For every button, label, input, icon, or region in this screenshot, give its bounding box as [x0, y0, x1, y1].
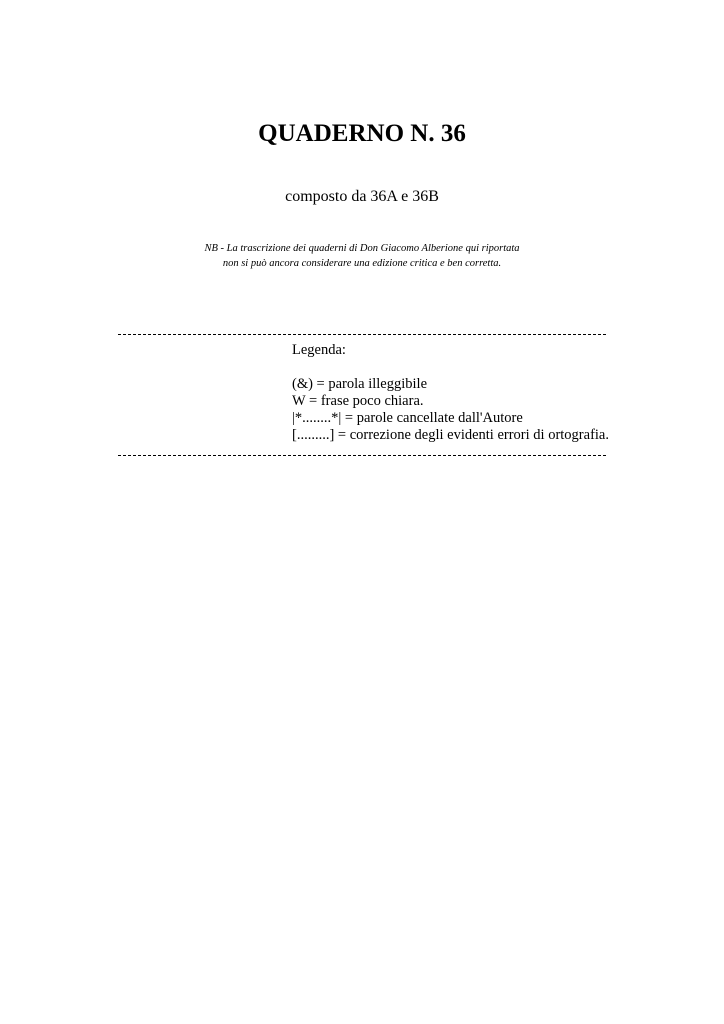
legend-entry-deleted: |*........*| = parole cancellate dall'Autore [292, 410, 523, 426]
note-line-1: NB - La trascrizione dei quaderni di Don Giacomo Alberione qui riportata [204, 243, 520, 254]
document-subtitle: composto da 36A e 36B [285, 188, 439, 205]
legend-spacer [292, 359, 609, 376]
legend-block [292, 342, 609, 444]
legend-divider-bottom [118, 455, 606, 456]
legend-divider-top [118, 334, 606, 335]
legend-entry-illegible: (&) = parola illeggibile [292, 376, 428, 392]
legend-entry-corrections: [.........] = correzione degli evidenti errori di ortografia. [292, 427, 609, 443]
note-line-2: non si può ancora considerare una edizione critica e ben corretta. [222, 258, 502, 269]
legend-entry-unclear: W = frase poco chiara. [292, 393, 424, 409]
document-title: QUADERNO N. 36 [258, 120, 466, 147]
legend-heading: Legenda: [292, 342, 346, 358]
transcription-note [0, 241, 724, 271]
